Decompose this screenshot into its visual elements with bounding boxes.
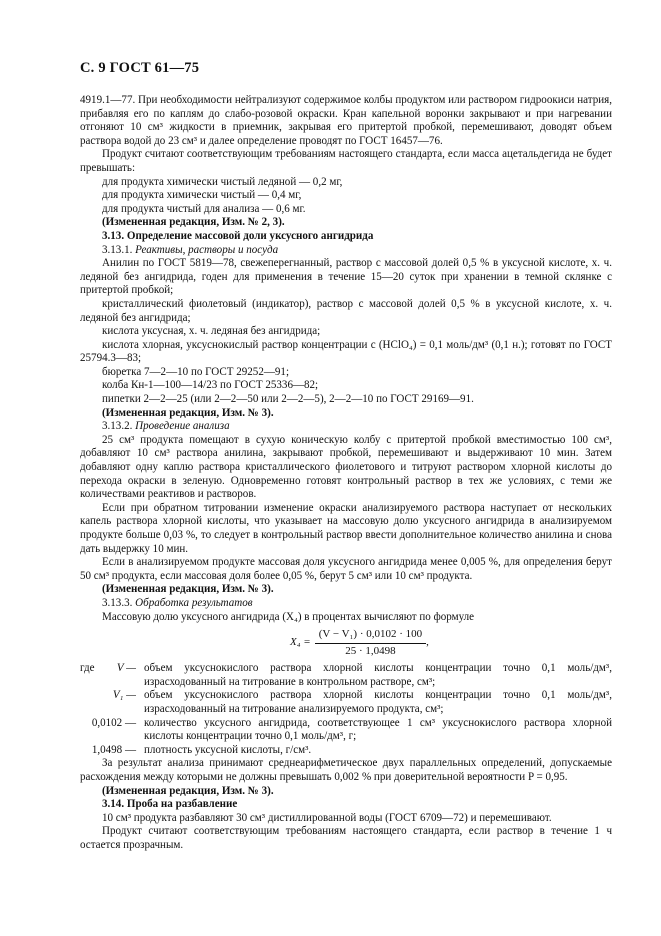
formula-tail: , <box>426 636 429 649</box>
list-item: бюретка 7—2—10 по ГОСТ 29252—91; <box>102 365 290 378</box>
formula-denominator: 25 · 1,0498 <box>345 644 396 657</box>
amendment-note: (Измененная редакция, Изм. № 3). <box>102 784 274 797</box>
formula-fraction <box>315 628 426 658</box>
formula-numerator: (V − V₁) · 0,0102 · 100 <box>315 628 426 644</box>
paragraph: Продукт считают соответствующим требованиям настоящего стандарта, если масса ацетальдегида не будет превышать: <box>80 148 612 174</box>
paragraph: кислота хлорная, уксуснокислый раствор концентрации c (HClO₄) = 0,1 моль/дм³ (0,1 н.); готовят по ГОСТ 25794.3—83; <box>80 338 612 365</box>
subsection-number: 3.13.3. <box>102 596 133 609</box>
paragraph: 10 см³ продукта разбавляют 30 см³ дистиллированной воды (ГОСТ 6709—72) и перемешивают. <box>102 811 552 824</box>
definition-row <box>80 662 612 689</box>
subsection-heading <box>80 244 612 258</box>
subsection-heading <box>80 597 612 611</box>
definition-term: 1,0498 — <box>91 743 136 756</box>
paragraph: 25 см³ продукта помещают в сухую коническую колбу с притертой пробкой вместимостью 100 см³, добавляют 10 см³ раствора анилина, закрывают пробкой, перемешивают и выдерживают 10 мин. Затем добавляют одну каплю раствора кристаллического фиолетового и титруют раствором хлорной кислоты до перехода окраски в зеленую. Одновременно готовят контрольный раствор в тех же условиях, с теми же количествами реактивов и растворов. <box>80 433 612 501</box>
section-heading: 3.13. Определение массовой доли уксусного ангидрида <box>102 229 374 242</box>
list-item: для продукта чистый для анализа — 0,6 мг. <box>102 202 306 215</box>
paragraph: Если в анализируемом продукте массовая доля уксусного ангидрида менее 0,005 %, для определения берут 50 см³ продукта, если массовая доля более 0,05 %, берут 5 см³ или 10 см³ продукта. <box>80 556 612 582</box>
list-item: для продукта химически чистый ледяной — 0,2 мг, <box>102 175 343 188</box>
subsection-heading <box>80 420 612 434</box>
page-header: С. 9 ГОСТ 61—75 <box>80 60 200 76</box>
definition-row <box>80 744 612 758</box>
definition-term: V — <box>116 662 136 675</box>
definition-term: 0,0102 — <box>91 716 136 729</box>
document-body <box>80 94 612 852</box>
definition-row <box>80 717 612 744</box>
list-item: колба Кн-1—100—14/23 по ГОСТ 25336—82; <box>102 379 319 392</box>
paragraph: 4919.1—77. При необходимости нейтрализуют содержимое колбы продуктом или раствором гидроокиси натрия, прибавляя его по каплям до слабо-розовой окраски. Кран капельной воронки закрывают и при нагревании отгоняют 10 см³ жидкости в приемник, закрывая его притертой пробкой, перемешивают, доводят объем раствора водой до 23 см³ и далее определение проводят по ГОСТ 16457—76. <box>80 94 612 147</box>
definition-text: количество уксусного ангидрида, соответствующее 1 см³ уксуснокислого раствора хлорной кислоты концентрации точно 0,1 моль/дм³, г; <box>144 716 612 743</box>
subsection-title: Обработка результатов <box>135 596 253 609</box>
paragraph: кристаллический фиолетовый (индикатор), раствор с массовой долей 0,5 % в уксусной кислоте, х. ч. ледяной без ангидрида; <box>80 297 612 324</box>
subsection-title: Проведение анализа <box>135 420 230 433</box>
list-item: кислота уксусная, х. ч. ледяная без ангидрида; <box>102 325 321 338</box>
list-item: пипетки 2—2—25 (или 2—2—50 или 2—2—5), 2—2—10 по ГОСТ 29169—91. <box>102 393 474 406</box>
amendment-note: (Измененная редакция, Изм. № 2, 3). <box>102 216 285 229</box>
definition-row <box>80 689 612 716</box>
paragraph: Если при обратном титровании изменение окраски анализируемого раствора наступает от нескольких капель раствора хлорной кислоты, что указывает на массовую долю уксусного ангидрида в анализируемом продукте больше 0,03 %, то следует в контрольный раствор ввести дополнительное количество анилина и снова дать выдержку 10 мин. <box>80 501 612 555</box>
section-heading: 3.14. Проба на разбавление <box>102 798 238 811</box>
paragraph: Продукт считают соответствующим требованиям настоящего стандарта, если раствор в течение 1 ч остается прозрачным. <box>80 825 612 851</box>
formula-lhs: X₄ = <box>290 636 311 649</box>
definition-text: объем уксуснокислого раствора хлорной кислоты концентрации точно 0,1 моль/дм³, израсходованный на титрование анализируемого продукта, см³; <box>144 689 612 715</box>
list-item: для продукта химически чистый — 0,4 мг, <box>102 189 302 202</box>
paragraph: Массовую долю уксусного ангидрида (X₄) в процентах вычисляют по формуле <box>102 610 475 623</box>
paragraph: За результат анализа принимают среднеарифметическое двух параллельных определений, допускаемые расхождения между которыми не должны превышать 0,002 % при доверительной вероятности P = 0,95. <box>80 757 612 783</box>
subsection-number: 3.13.2. <box>102 420 133 433</box>
definition-text: плотность уксусной кислоты, г/см³. <box>144 743 312 756</box>
definition-text: объем уксуснокислого раствора хлорной кислоты концентрации точно 0,1 моль/дм³, израсходованный на титрование в контрольном растворе, см³; <box>144 662 612 688</box>
amendment-note: (Измененная редакция, Изм. № 3). <box>102 406 274 419</box>
amendment-note: (Измененная редакция, Изм. № 3). <box>102 583 274 596</box>
subsection-title: Реактивы, растворы и посуда <box>135 243 279 256</box>
where-label: где <box>80 662 95 675</box>
formula <box>80 628 612 658</box>
paragraph: Анилин по ГОСТ 5819—78, свежеперегнанный, раствор с массовой долей 0,5 % в уксусной кислоте, х. ч. ледяной без ангидрида, годен для применения в течение 15—20 суток при хранении в темной склянке с притертой пробкой; <box>80 257 612 297</box>
definition-term: V₁ — <box>112 689 136 702</box>
subsection-number: 3.13.1. <box>102 243 133 256</box>
